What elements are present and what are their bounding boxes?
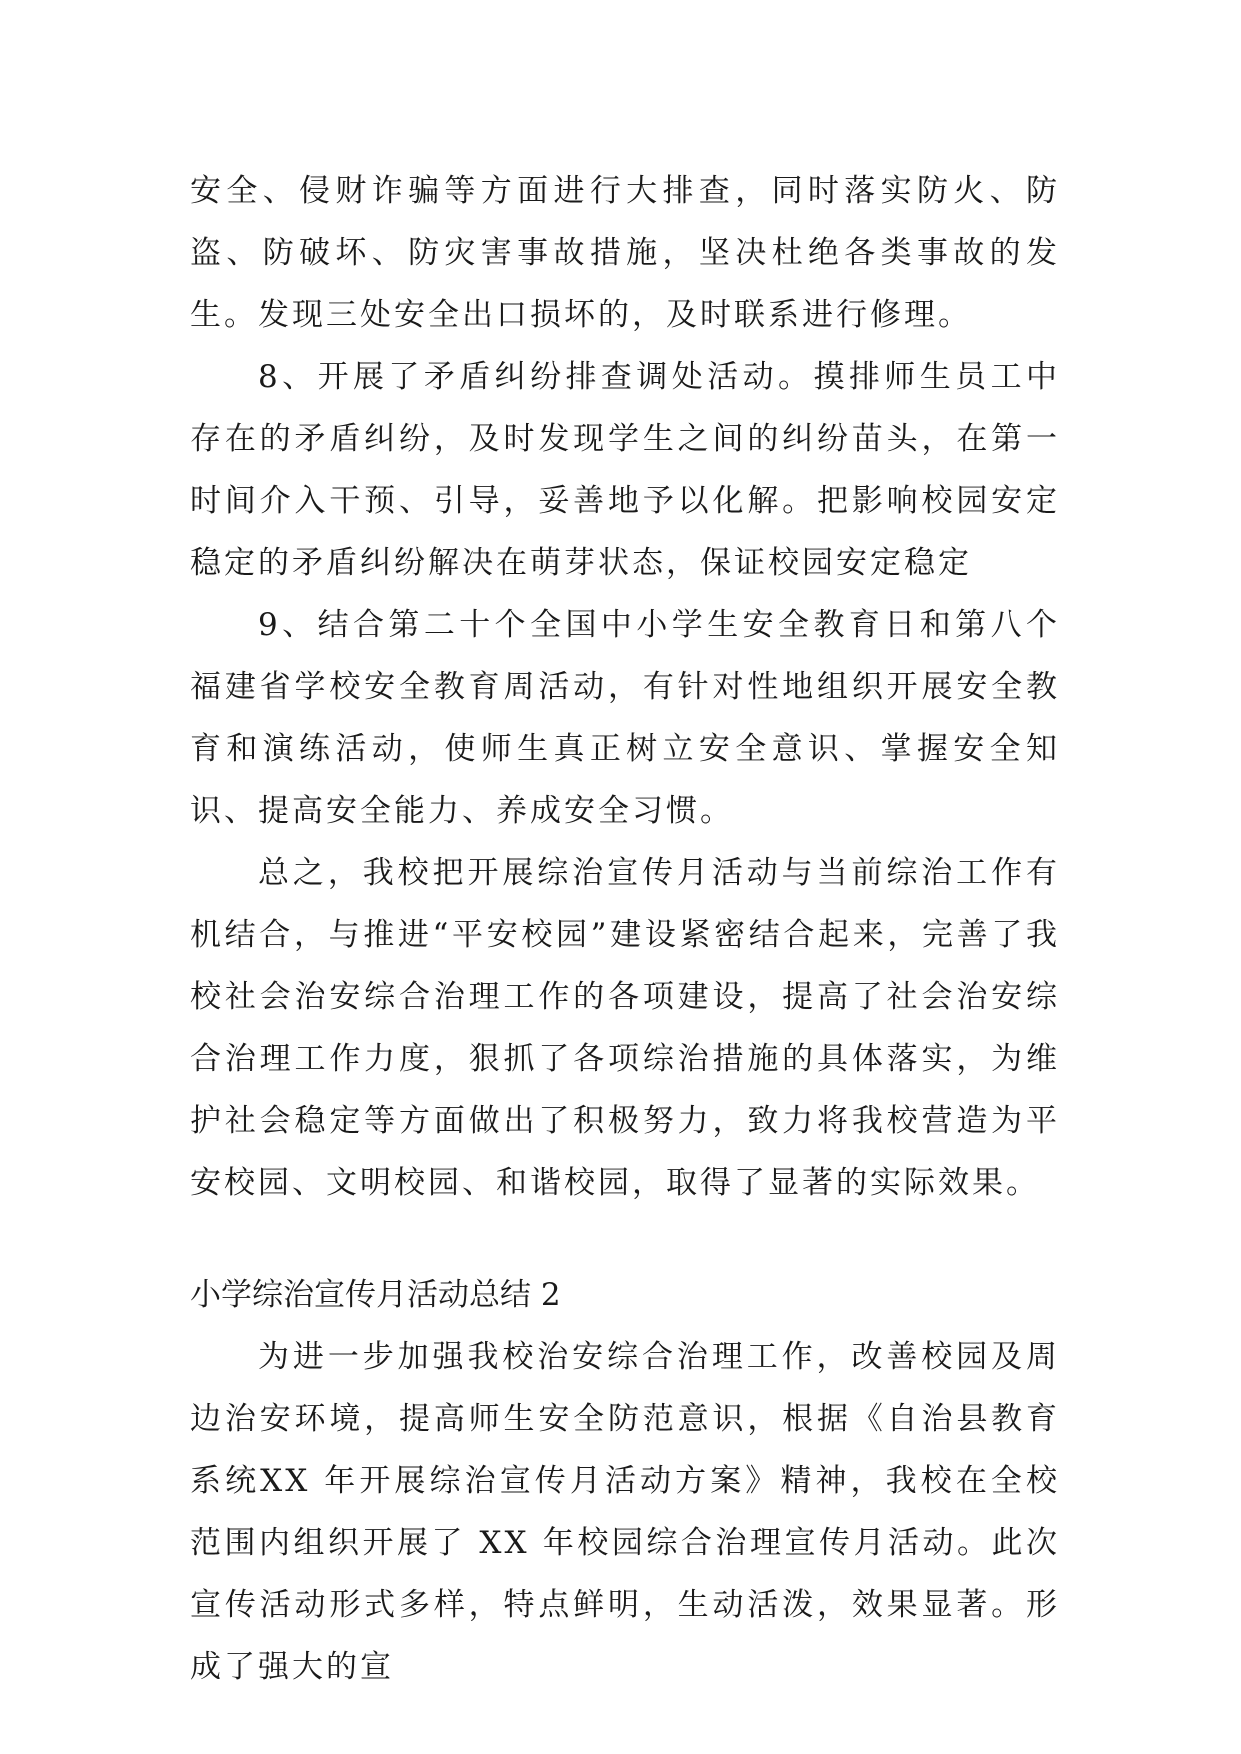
paragraph-item-8: 8、开展了矛盾纠纷排查调处活动。摸排师生员工中存在的矛盾纠纷，及时发现学生之间的纠纷苗头，在第一时间介入干预、引导，妥善地予以化解。把影响校园安定稳定的矛盾纠纷解决在萌芽状态，保证校园安定稳定 [190,359,1060,581]
document-body [190,160,1060,1698]
paragraph-section2-intro: 为进一步加强我校治安综合治理工作，改善校园及周边治安环境，提高师生安全防范意识，根据《自治县教育系统XX 年开展综治宣传月活动方案》精神，我校在全校范围内组织开展了 XX 年校园综合治理宣传月活动。此次宣传活动形式多样，特点鲜明，生动活泼，效果显著。形成了强大的宣 [190,1339,1060,1685]
paragraph-item-9: 9、结合第二十个全国中小学生安全教育日和第八个福建省学校安全教育周活动，有针对性地组织开展安全教育和演练活动，使师生真正树立安全意识、掌握安全知识、提高安全能力、养成安全习惯。 [190,607,1060,829]
paragraph-safety-inspection: 安全、侵财诈骗等方面进行大排查，同时落实防火、防盗、防破坏、防灾害事故措施，坚决杜绝各类事故的发生。发现三处安全出口损坏的，及时联系进行修理。 [190,173,1060,333]
section-heading: 小学综治宣传月活动总结 2 [190,1277,561,1313]
paragraph-summary: 总之，我校把开展综治宣传月活动与当前综治工作有机结合，与推进“平安校园”建设紧密结合起来，完善了我校社会治安综合治理工作的各项建设，提高了社会治安综合治理工作力度，狠抓了各项综治措施的具体落实，为维护社会稳定等方面做出了积极努力，致力将我校营造为平安校园、文明校园、和谐校园，取得了显著的实际效果。 [190,855,1060,1201]
